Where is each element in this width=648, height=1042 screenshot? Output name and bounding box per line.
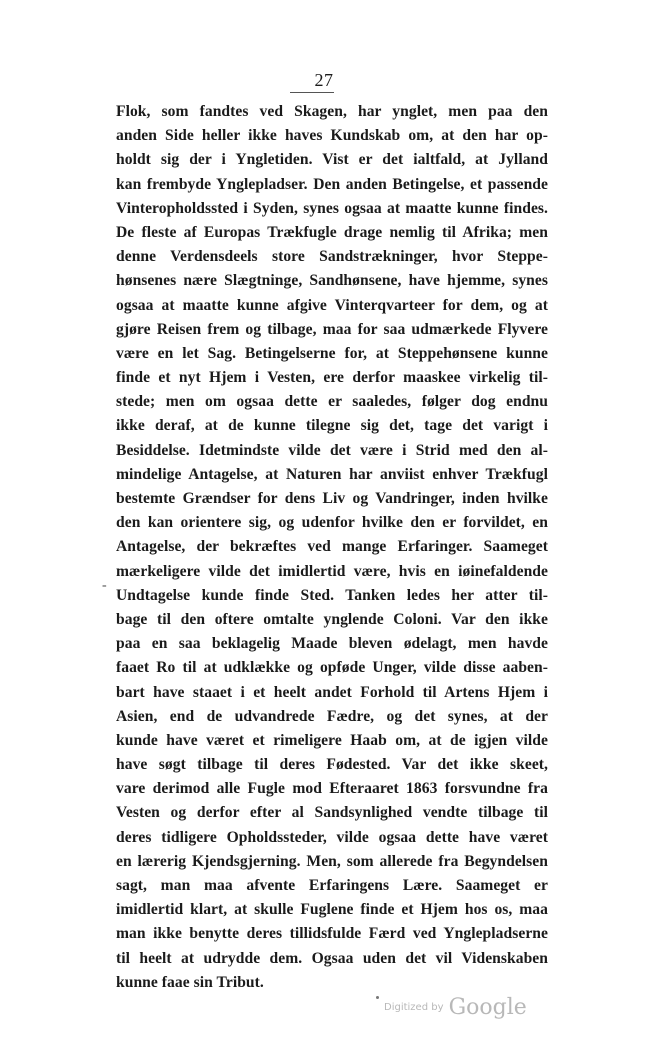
text-line: være en let Sag. Betingelserne for, at Steppehønsene kunne (116, 344, 548, 362)
body-text (116, 100, 548, 995)
margin-mark: - (102, 578, 107, 593)
text-line: anden Side heller ikke haves Kundskab om, at den har op- (116, 127, 548, 145)
page-number: 27 (314, 70, 334, 90)
text-line: Undtagelse kunde finde Sted. Tanken ledes her atter til- (116, 586, 548, 604)
text-line: kan frembyde Ynglepladser. Den anden Betingelse, et passende (116, 175, 548, 193)
text-line: den kan orientere sig, og udenfor hvilke den er forvildet, en (116, 514, 548, 532)
text-line: gjøre Reisen frem og tilbage, maa for saa udmærkede Flyvere (116, 320, 548, 338)
text-line: stede; men om ogsaa dette er saaledes, følger dog endnu (116, 393, 548, 411)
text-line: finde et nyt Hjem i Vesten, ere derfor maaskee virkelig til- (116, 369, 548, 387)
text-line: bage til den oftere omtalte ynglende Coloni. Var den ikke (116, 610, 548, 628)
text-line: De fleste af Europas Trækfugle drage nemlig til Afrika; men (116, 223, 548, 241)
text-line: holdt sig der i Yngletiden. Vist er det ialtfald, at Jylland (116, 151, 548, 169)
text-line: have søgt tilbage til deres Fødested. Var det ikke skeet, (116, 756, 548, 774)
watermark-prefix: Digitized by (384, 1002, 444, 1013)
text-line: denne Verdensdeels store Sandstrækninger, hvor Steppe- (116, 248, 548, 266)
text-line: hønsenes nære Slægtninge, Sandhønsene, have hjemme, synes (116, 272, 548, 290)
header-rule (290, 92, 334, 93)
text-line: imidlertid klart, at skulle Fuglene finde et Hjem hos os, maa (116, 901, 548, 919)
text-line: man ikke benytte deres tillidsfulde Færd ved Ynglepladserne (116, 925, 548, 943)
text-line: Vinteropholdssted i Syden, synes ogsaa at maatte kunne findes. (116, 199, 548, 217)
text-line: mindelige Antagelse, at Naturen har anviist enhver Trækfugl (116, 465, 548, 483)
text-line: mærkeligere vilde det imidlertid være, hvis en iøinefaldende (116, 562, 548, 580)
text-line: ikke deraf, at de kunne tilegne sig det, tage det varigt i (116, 417, 548, 435)
text-line: deres tidligere Opholdssteder, vilde ogsaa dette have været (116, 828, 548, 846)
text-line: faaet Ro til at udklække og opføde Unger, vilde disse aaben- (116, 659, 548, 677)
text-line: bart have staaet i et heelt andet Forhold til Artens Hjem i (116, 683, 548, 701)
text-line: vare derimod alle Fugle mod Efteraaret 1863 forsvundne fra (116, 780, 548, 798)
google-logo: Google (448, 995, 527, 1020)
text-line: bestemte Grændser for dens Liv og Vandringer, inden hvilke (116, 490, 548, 507)
text-line: Vesten og derfor efter al Sandsynlighed vendte tilbage til (116, 804, 548, 822)
text-line: Flok, som fandtes ved Skagen, har ynglet, men paa den (116, 103, 548, 120)
digitized-watermark (384, 995, 527, 1020)
text-line: kunde have været et rimeligere Haab om, at de igjen vilde (116, 731, 548, 749)
dot-mark (376, 996, 379, 999)
text-line: sagt, man maa afvente Erfaringens Lære. Saameget er (116, 877, 548, 894)
text-line: til heelt at udrydde dem. Ogsaa uden det vil Videnskaben (116, 949, 548, 967)
text-line: kunne faae sin Tribut. (116, 973, 264, 991)
text-line: Antagelse, der bekræftes ved mange Erfaringer. Saameget (116, 538, 548, 556)
text-line: paa en saa beklagelig Maade bleven ødelagt, men havde (116, 635, 548, 653)
text-line: Asien, end de udvandrede Fædre, og det synes, at der (116, 707, 548, 725)
text-line: Besiddelse. Idetmindste vilde det være i Strid med den al- (116, 441, 548, 459)
text-line: ogsaa at maatte kunne afgive Vinterqvarteer for dem, og at (116, 296, 548, 314)
text-line: en lærerig Kjendsgjerning. Men, som allerede fra Begyndelsen (116, 852, 548, 870)
